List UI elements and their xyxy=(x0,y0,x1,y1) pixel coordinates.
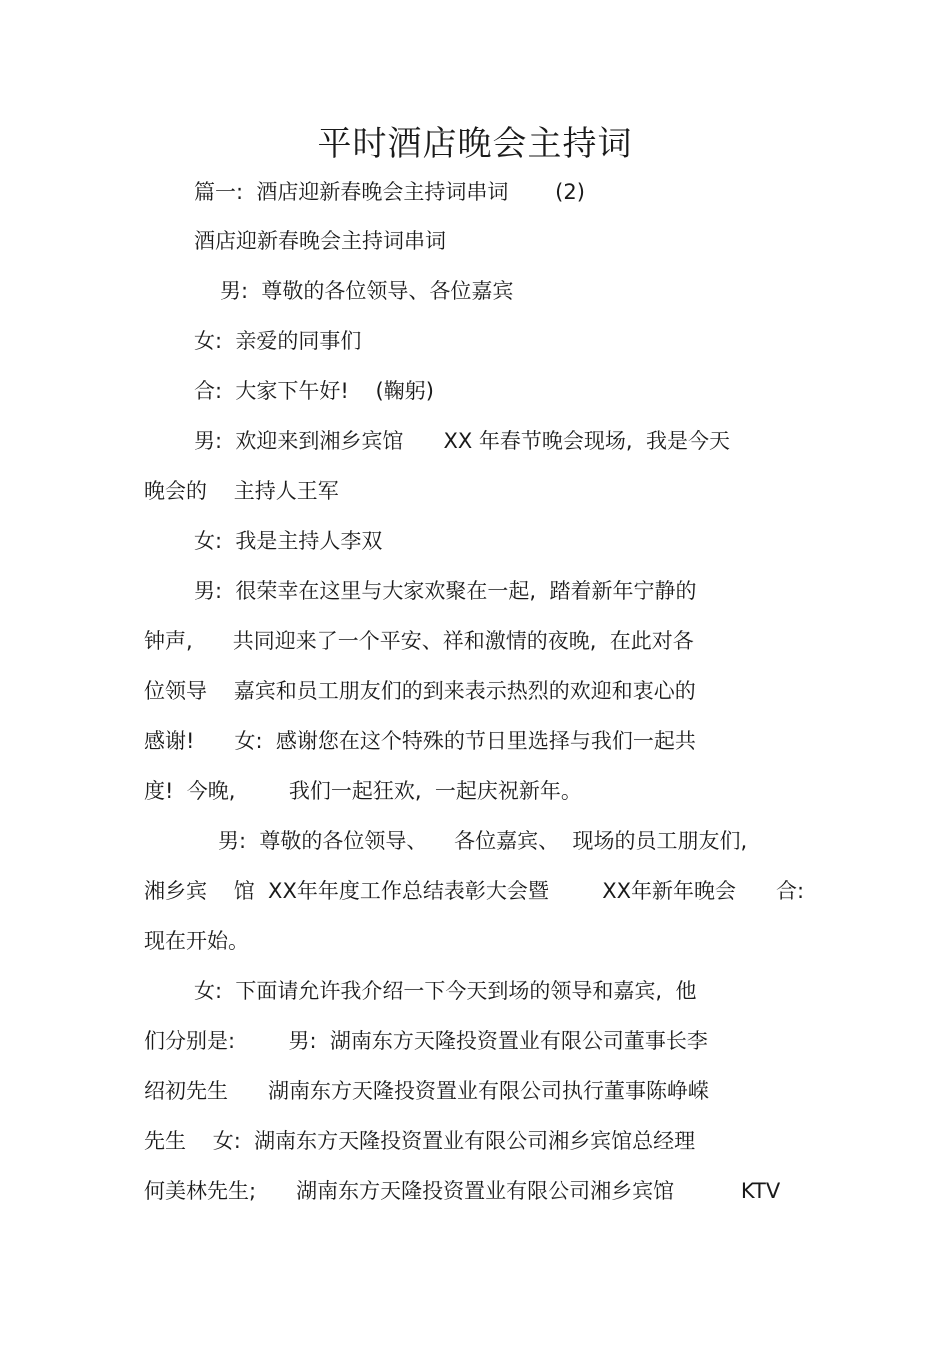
text-line: 先生 女: 湖南东方天隆投资置业有限公司湘乡宾馆总经理 xyxy=(144,1129,696,1153)
text-line: 男: 欢迎来到湘乡宾馆 XX 年春节晚会现场, 我是今天 xyxy=(194,429,730,453)
text-line: 绍初先生 湖南东方天隆投资置业有限公司执行董事陈峥嵘 xyxy=(144,1079,710,1103)
text-line: 位领导 嘉宾和员工朋友们的到来表示热烈的欢迎和衷心的 xyxy=(144,679,696,703)
text-line: 男: 尊敬的各位领导、各位嘉宾 xyxy=(220,279,514,303)
text-line: 女: 亲爱的同事们 xyxy=(194,329,362,353)
text-line: 晚会的 主持人王军 xyxy=(144,479,339,503)
text-line: 何美林先生; 湖南东方天隆投资置业有限公司湘乡宾馆 KTV xyxy=(144,1179,781,1203)
text-line: 酒店迎新春晚会主持词串词 xyxy=(194,229,446,253)
text-line: 感谢! 女: 感谢您在这个特殊的节日里选择与我们一起共 xyxy=(144,729,696,753)
text-line: 合: 大家下午好! (鞠躬) xyxy=(194,379,434,403)
text-line: 钟声, 共同迎来了一个平安、祥和激情的夜晚, 在此对各 xyxy=(144,629,694,653)
text-line: 篇一: 酒店迎新春晚会主持词串词 (2) xyxy=(194,180,585,204)
text-line: 湘乡宾 馆 XX年年度工作总结表彰大会暨 XX年新年晚会 合: xyxy=(144,879,805,903)
text-line: 女: 我是主持人李双 xyxy=(194,529,383,553)
text-line: 们分别是: 男: 湖南东方天隆投资置业有限公司董事长李 xyxy=(144,1029,708,1053)
text-line: 男: 尊敬的各位领导、 各位嘉宾、 现场的员工朋友们, xyxy=(218,829,748,853)
text-line: 现在开始。 xyxy=(144,929,249,953)
text-line: 男: 很荣幸在这里与大家欢聚在一起, 踏着新年宁静的 xyxy=(194,579,697,603)
text-line: 度! 今晚, 我们一起狂欢, 一起庆祝新年。 xyxy=(144,779,582,803)
text-line: 女: 下面请允许我介绍一下今天到场的领导和嘉宾, 他 xyxy=(194,979,697,1003)
document-title: 平时酒店晚会主持词 xyxy=(317,124,633,164)
